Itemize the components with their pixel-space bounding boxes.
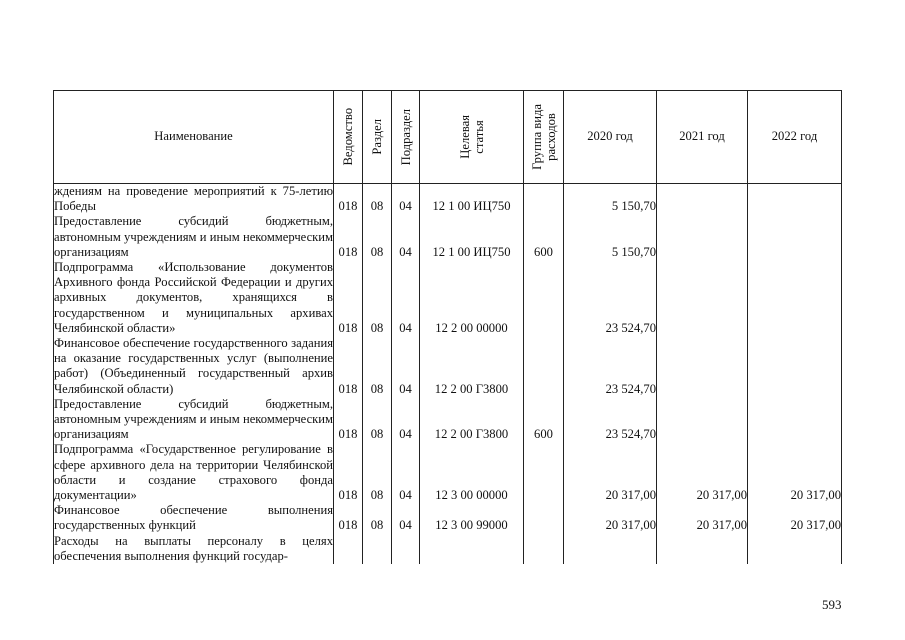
row-gruppa [524,503,564,533]
row-2020: 5 150,70 [564,184,657,215]
row-celevaya: 12 1 00 ИЦ750 [420,184,524,215]
row-name: Подпрограмма «Государственное регулирование в сфере архивного дела на территории Челябинской области и создание страхового фонда документации» [54,442,333,503]
header-name: Наименование [54,91,334,184]
row-gruppa: 600 [524,214,564,260]
row-2020: 20 317,00 [564,442,657,503]
row-2021 [657,184,748,215]
row-2022: 20 317,00 [748,442,842,503]
row-vedomstvo: 018 [334,503,363,533]
row-name: Предоставление субсидий бюджетным, автономным учреждениям и иным некоммерческим организациям [54,396,333,442]
row-name: Подпрограмма «Использование документов Архивного фонда Российской Федерации и других архивных документов, хранящихся в государственном и муниципальных архивах Челябинской области» [54,260,333,335]
table-row [54,260,842,336]
table-header-row [54,91,842,184]
row-podrazdel: 04 [392,503,420,533]
table-row [54,503,842,533]
row-2020 [564,534,657,564]
table-row [54,214,842,260]
row-vedomstvo: 018 [334,397,363,443]
row-2021 [657,214,748,260]
row-gruppa [524,184,564,215]
row-2022 [748,260,842,336]
row-name: Финансовое обеспечение государственного задания на оказание государственных услуг (выполнение работ) (Объединенный государственный архив Челябинской области) [54,336,333,396]
header-2020: 2020 год [564,91,657,184]
row-2020: 23 524,70 [564,397,657,443]
row-gruppa [524,442,564,503]
row-vedomstvo: 018 [334,184,363,215]
row-vedomstvo: 018 [334,442,363,503]
header-2021: 2021 год [657,91,748,184]
row-gruppa [524,336,564,397]
row-podrazdel: 04 [392,397,420,443]
row-gruppa [524,260,564,336]
row-vedomstvo [334,534,363,564]
row-vedomstvo: 018 [334,336,363,397]
row-2021 [657,260,748,336]
row-2021: 20 317,00 [657,442,748,503]
row-2022 [748,397,842,443]
row-razdel: 08 [363,184,392,215]
table-row [54,397,842,443]
row-celevaya: 12 3 00 00000 [420,442,524,503]
row-2020: 23 524,70 [564,260,657,336]
row-vedomstvo: 018 [334,214,363,260]
row-podrazdel: 04 [392,442,420,503]
row-2022 [748,214,842,260]
row-razdel: 08 [363,260,392,336]
table-row [54,442,842,503]
row-podrazdel: 04 [392,214,420,260]
row-2021 [657,397,748,443]
row-podrazdel: 04 [392,260,420,336]
row-razdel [363,534,392,564]
row-razdel: 08 [363,214,392,260]
row-name: Предоставление субсидий бюджетным, автономным учреждениям и иным некоммерческим организациям [54,214,333,259]
row-razdel: 08 [363,503,392,533]
row-2020: 5 150,70 [564,214,657,260]
row-gruppa [524,534,564,564]
header-podrazdel: Подраздел [392,91,420,184]
row-2021 [657,534,748,564]
row-name: ждениям на проведение мероприятий к 75-летию Победы [54,184,333,214]
page-number: 593 [822,597,842,612]
row-name: Расходы на выплаты персоналу в целях обеспечения выполнения функций государ- [54,533,333,563]
row-name: Финансовое обеспечение выполнения государственных функций [54,503,333,533]
row-razdel: 08 [363,336,392,397]
row-razdel: 08 [363,442,392,503]
row-podrazdel: 04 [392,336,420,397]
row-celevaya: 12 2 00 Г3800 [420,336,524,397]
budget-table [53,90,842,564]
row-razdel: 08 [363,397,392,443]
row-celevaya: 12 2 00 00000 [420,260,524,336]
row-celevaya: 12 3 00 99000 [420,503,524,533]
header-vedomstvo: Ведомство [334,91,363,184]
row-2021: 20 317,00 [657,503,748,533]
row-2020: 23 524,70 [564,336,657,397]
row-vedomstvo: 018 [334,260,363,336]
row-podrazdel: 04 [392,184,420,215]
header-2022: 2022 год [748,91,842,184]
row-gruppa: 600 [524,397,564,443]
header-celevaya: Целевая статья [420,91,524,184]
table-row [54,336,842,397]
row-podrazdel [392,534,420,564]
header-razdel: Раздел [363,91,392,184]
row-celevaya [420,534,524,564]
row-2022 [748,184,842,215]
row-2022 [748,336,842,397]
header-gruppa: Группа вида расходов [524,91,564,184]
row-celevaya: 12 1 00 ИЦ750 [420,214,524,260]
row-2021 [657,336,748,397]
row-2020: 20 317,00 [564,503,657,533]
row-2022 [748,534,842,564]
table-row [54,534,842,564]
table-row [54,184,842,215]
row-2022: 20 317,00 [748,503,842,533]
row-celevaya: 12 2 00 Г3800 [420,397,524,443]
